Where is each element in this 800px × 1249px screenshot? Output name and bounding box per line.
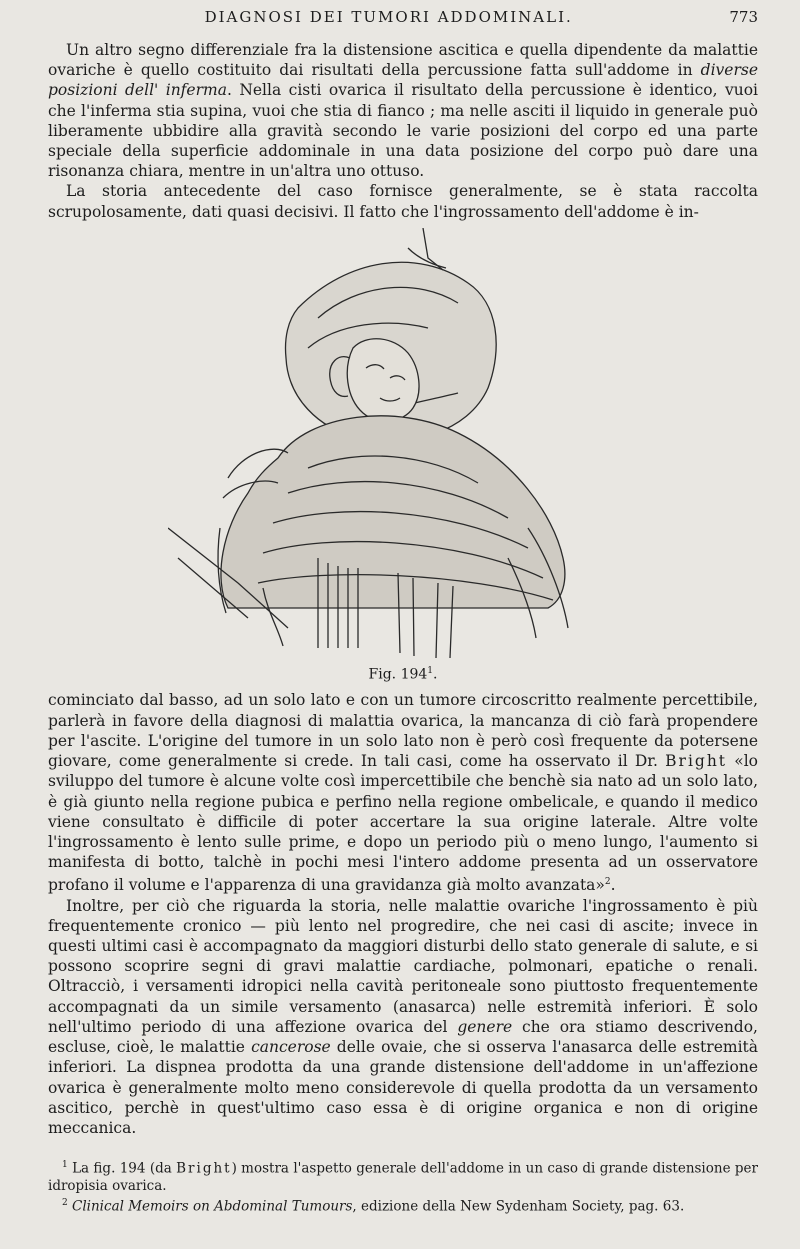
running-header: [48, 0, 758, 40]
paragraph-percussion: [48, 40, 758, 181]
paragraph-text: cominciato dal basso, ad un solo lato e con un tumore circoscritto realmente percettibile, parlerà in favore della diagnosi di malattia ovarica, la mancanza di ciò farà propendere per l'ascite. L'origine del tumore in un solo lato non è però così frequente da potersene giovare, come generalmente si crede. In tali casi, come ha osservato il Dr.: [48, 691, 758, 771]
paragraph-emphasis: diverse posizioni dell' inferma: [48, 61, 758, 100]
paragraph-text: . Nella cisti ovarica il risultato della percussione è identico, vuoi che l'inferma stia supina, vuoi che stia di fianco ; ma nelle asciti il liquido in generale può liberamente ubbidire alla gravità secondo le varie posizioni del corpo ed una parte speciale della superficie addominale in una data posizione del corpo può dare una risonanza chiara, mentre in un'altra uno ottuso.: [48, 81, 758, 181]
figure-illustration: [168, 228, 608, 660]
paragraph-text: che ora stiamo descrivendo, escluse, cioè, le malattie: [48, 1017, 758, 1057]
author-name: Bright: [176, 1160, 232, 1177]
figure-194: [48, 228, 758, 662]
paragraph-emphasis: genere: [457, 1017, 513, 1036]
caption-end: .: [433, 666, 438, 683]
paragraph-history: [48, 181, 758, 221]
paragraph-chronic: [48, 896, 758, 1138]
footnote-text: La fig. 194 (da: [67, 1160, 177, 1177]
author-name: Bright: [665, 752, 728, 771]
footnote-mark: 1: [62, 1160, 68, 1171]
footnotes: [48, 1156, 758, 1215]
caption-text: Fig. 194: [368, 666, 428, 683]
paragraph-text: La storia antecedente del caso fornisce generalmente, se è stata raccolta scrupolosamente, dati quasi decisivi. Il fatto che l'ingrossamento dell'addome è in-: [48, 182, 758, 221]
footnote-mark: 2: [62, 1197, 68, 1208]
paragraph-text: Inoltre, per ciò che riguarda la storia, nelle malattie ovariche l'ingrossamento è più frequentemente cronico — più lento nel progredire, che nei casi di ascite; invece in questi ultimi casi è accompagnato da maggiori disturbi dello stato generale di salute, e si possono scoprire segni di gravi malattie cardiache, polmonari, epatiche o renali. Oltracciò, i versamenti idropici nella cavità peritoneale sono piuttosto frequentemente accompagnati da un simile versamento (anasarca) nelle estremità inferiori. È solo nell'ultimo periodo di una affezione ovarica del: [48, 896, 758, 1036]
footnote-title: Clinical Memoirs on Abdominal Tumours: [67, 1198, 353, 1215]
paragraph-text: delle ovaie, che si osserva l'anasarca delle estremità inferiori. La dispnea prodotta da una grande distensione dell'addome in un'affezione ovarica è generalmente molto meno considerevole di quella prodotta da un versamento ascitico, perchè in quest'ultimo caso essa è di origine organica e non di origine meccanica.: [48, 1038, 758, 1137]
paragraph-emphasis: cancerose: [251, 1038, 331, 1057]
paragraph-origin: [48, 690, 758, 895]
caption-footnote-mark: 1: [427, 665, 434, 676]
footnote-text: ) mostra l'aspetto generale dell'addome in un caso di grande distensione per idropisia ovarica.: [48, 1160, 758, 1194]
page-number: 773: [729, 8, 758, 26]
paragraph-text: Un altro segno differenziale fra la distensione ascitica e quella dipendente da malattie ovariche è quello costituito dai risultati della percussione fatta sull'addome in: [48, 41, 758, 80]
paragraph-end: .: [610, 876, 616, 895]
footnote-mark: 2: [604, 877, 611, 888]
paragraph-text: «lo sviluppo del tumore è alcune volte così impercettibile che benchè sia nato ad un solo lato, è già giunto nella regione pubica e perfino nella regione ombelicale, e quando il medico viene consultato è difficile di poter accertare la sua origine laterale. Altre volte l'ingrossamento è lento sulle prime, e dopo un periodo più o meno lungo, l'aumento si manifesta di botto, talchè in pochi mesi l'intero addome presenta ad un osservatore profano il volume e l'apparenza di una gravidanza già molto avanzata»: [48, 752, 758, 895]
running-title: DIAGNOSI DEI TUMORI ADDOMINALI.: [204, 8, 573, 26]
footnote-1: [48, 1157, 758, 1195]
footnote-text: , edizione della New Sydenham Society, pag. 63.: [352, 1198, 685, 1215]
figure-caption: [48, 666, 758, 683]
footnote-2: [48, 1195, 758, 1216]
